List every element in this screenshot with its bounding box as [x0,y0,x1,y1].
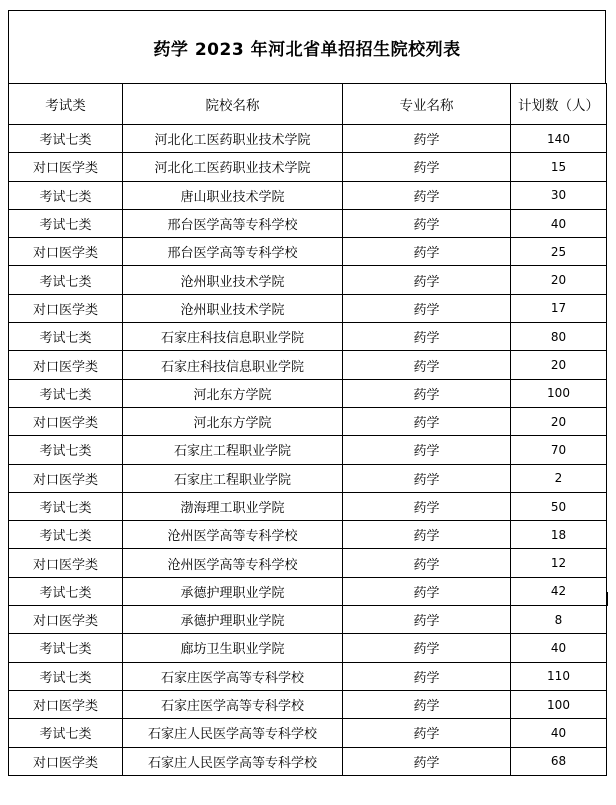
major-name-cell: 药学 [343,323,511,351]
table-body [9,125,607,776]
major-name-cell: 药学 [343,606,511,634]
school-name-cell: 邢台医学高等专科学校 [123,209,343,237]
table-row [9,436,607,464]
major-name-cell: 药学 [343,634,511,662]
table-row [9,125,607,153]
table-row [9,181,607,209]
major-name-cell: 药学 [343,125,511,153]
school-name-cell: 石家庄医学高等专科学校 [123,690,343,718]
major-name-cell: 药学 [343,407,511,435]
school-name-cell: 石家庄人民医学高等专科学校 [123,747,343,775]
major-name-cell: 药学 [343,181,511,209]
major-name-cell: 药学 [343,747,511,775]
table-row [9,209,607,237]
major-name-cell: 药学 [343,379,511,407]
exam-type-cell: 对口医学类 [9,606,123,634]
plan-count-cell: 110 [511,662,607,690]
exam-type-cell: 对口医学类 [9,153,123,181]
exam-type-cell: 对口医学类 [9,690,123,718]
table-row [9,634,607,662]
exam-type-cell: 对口医学类 [9,407,123,435]
exam-type-cell: 考试七类 [9,662,123,690]
school-name-cell: 河北化工医药职业技术学院 [123,125,343,153]
table-row [9,492,607,520]
table-row [9,521,607,549]
major-name-cell: 药学 [343,549,511,577]
text-cursor [606,592,608,606]
table-row [9,379,607,407]
major-name-cell: 药学 [343,266,511,294]
major-name-cell: 药学 [343,294,511,322]
plan-count-cell: 8 [511,606,607,634]
table-row [9,238,607,266]
school-table [8,83,607,776]
table-row [9,719,607,747]
school-name-cell: 廊坊卫生职业学院 [123,634,343,662]
exam-type-cell: 考试七类 [9,125,123,153]
plan-count-cell: 17 [511,294,607,322]
table-row [9,747,607,775]
school-name-cell: 石家庄人民医学高等专科学校 [123,719,343,747]
major-name-cell: 药学 [343,492,511,520]
table-row [9,407,607,435]
table-row [9,464,607,492]
plan-count-cell: 20 [511,351,607,379]
plan-count-cell: 18 [511,521,607,549]
plan-count-cell: 30 [511,181,607,209]
plan-count-cell: 42 [511,577,607,605]
table-row [9,294,607,322]
school-name-cell: 承德护理职业学院 [123,606,343,634]
school-name-cell: 河北东方学院 [123,379,343,407]
school-name-cell: 石家庄工程职业学院 [123,436,343,464]
major-name-cell: 药学 [343,662,511,690]
plan-count-cell: 20 [511,407,607,435]
major-name-cell: 药学 [343,521,511,549]
plan-count-cell: 40 [511,719,607,747]
school-name-cell: 沧州医学高等专科学校 [123,549,343,577]
school-name-cell: 沧州医学高等专科学校 [123,521,343,549]
spreadsheet [8,10,606,776]
table-title-text: 药学 2023 年河北省单招招生院校列表 [153,39,461,60]
plan-count-cell: 50 [511,492,607,520]
plan-count-cell: 40 [511,209,607,237]
plan-count-cell: 100 [511,379,607,407]
major-name-cell: 药学 [343,690,511,718]
exam-type-cell: 考试七类 [9,323,123,351]
exam-type-cell: 对口医学类 [9,549,123,577]
table-title [8,10,606,83]
header-exam-type: 考试类 [9,84,123,125]
exam-type-cell: 对口医学类 [9,238,123,266]
header-school-name: 院校名称 [123,84,343,125]
school-name-cell: 石家庄医学高等专科学校 [123,662,343,690]
table-row [9,606,607,634]
school-name-cell: 沧州职业技术学院 [123,266,343,294]
table-row [9,577,607,605]
exam-type-cell: 考试七类 [9,266,123,294]
plan-count-cell: 25 [511,238,607,266]
header-row [9,84,607,125]
exam-type-cell: 考试七类 [9,521,123,549]
school-name-cell: 河北东方学院 [123,407,343,435]
plan-count-cell: 40 [511,634,607,662]
table-row [9,690,607,718]
header-plan-count: 计划数（人） [511,84,607,125]
major-name-cell: 药学 [343,719,511,747]
major-name-cell: 药学 [343,464,511,492]
school-name-cell: 石家庄科技信息职业学院 [123,323,343,351]
major-name-cell: 药学 [343,153,511,181]
major-name-cell: 药学 [343,577,511,605]
school-name-cell: 唐山职业技术学院 [123,181,343,209]
plan-count-cell: 100 [511,690,607,718]
table-row [9,351,607,379]
school-name-cell: 渤海理工职业学院 [123,492,343,520]
exam-type-cell: 考试七类 [9,719,123,747]
school-name-cell: 石家庄工程职业学院 [123,464,343,492]
exam-type-cell: 对口医学类 [9,294,123,322]
plan-count-cell: 2 [511,464,607,492]
school-name-cell: 沧州职业技术学院 [123,294,343,322]
plan-count-cell: 20 [511,266,607,294]
exam-type-cell: 对口医学类 [9,351,123,379]
exam-type-cell: 对口医学类 [9,464,123,492]
plan-count-cell: 140 [511,125,607,153]
exam-type-cell: 考试七类 [9,181,123,209]
major-name-cell: 药学 [343,351,511,379]
exam-type-cell: 考试七类 [9,492,123,520]
school-name-cell: 河北化工医药职业技术学院 [123,153,343,181]
table-row [9,323,607,351]
exam-type-cell: 考试七类 [9,577,123,605]
plan-count-cell: 15 [511,153,607,181]
school-name-cell: 石家庄科技信息职业学院 [123,351,343,379]
table-row [9,153,607,181]
table-row [9,549,607,577]
exam-type-cell: 考试七类 [9,436,123,464]
school-name-cell: 承德护理职业学院 [123,577,343,605]
exam-type-cell: 考试七类 [9,634,123,662]
plan-count-cell: 80 [511,323,607,351]
header-major-name: 专业名称 [343,84,511,125]
table-row [9,662,607,690]
exam-type-cell: 对口医学类 [9,747,123,775]
major-name-cell: 药学 [343,238,511,266]
major-name-cell: 药学 [343,209,511,237]
table-row [9,266,607,294]
plan-count-cell: 68 [511,747,607,775]
plan-count-cell: 12 [511,549,607,577]
school-name-cell: 邢台医学高等专科学校 [123,238,343,266]
plan-count-cell: 70 [511,436,607,464]
exam-type-cell: 考试七类 [9,379,123,407]
exam-type-cell: 考试七类 [9,209,123,237]
major-name-cell: 药学 [343,436,511,464]
